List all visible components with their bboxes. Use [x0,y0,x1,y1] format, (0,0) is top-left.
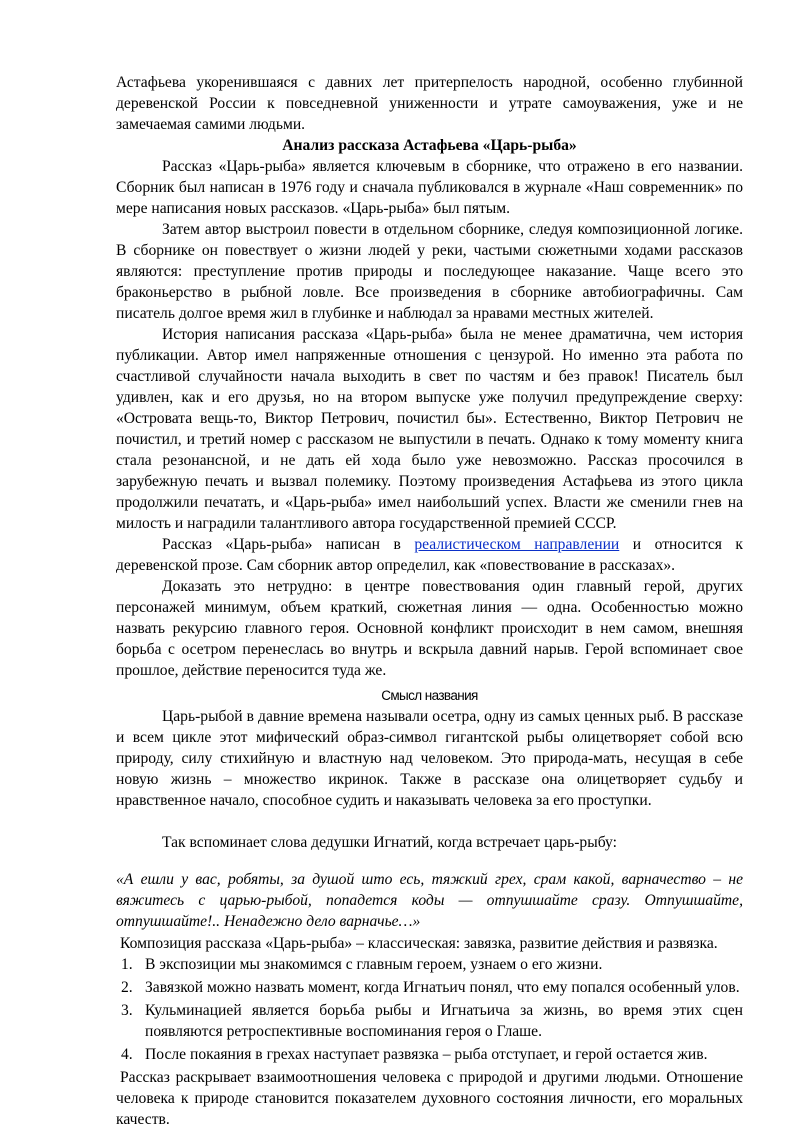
paragraph-grandfather: Так вспоминает слова дедушки Игнатий, когда встречает царь-рыбу: [162,834,617,851]
list-number: 4. [121,1046,133,1063]
paragraph-composition: Композиция рассказа «Царь-рыба» – классическая: завязка, развитие действия и развязка. [120,935,718,952]
genre-text-before: Рассказ «Царь-рыба» написан в [162,536,415,553]
paragraph-genre [116,534,743,576]
paragraph-final: Рассказ раскрывает взаимоотношения человека с природой и другими людьми. Отношение человека к природе становится показателем духовного состояния личности, его моральных качеств. [116,1069,743,1128]
composition-list [116,954,743,1065]
paragraph-proof: Доказать это нетрудно: в центре повествования один главный герой, других персонажей минимум, объем краткий, сюжетная линия — одна. Особенностью можно назвать рекурсию главного героя. Основной конфликт происходит в нем самом, внешняя борьба с осетром перенеслась во внутрь и вскрыла давний нарыв. Герой вспоминает свое прошлое, действие переносится туда же. [116,578,743,679]
list-item [116,977,743,998]
intro-paragraph: Астафьева укоренившаяся с давних лет притерпелость народной, особенно глубинной деревенской России к повседневной униженности и утрате самоуважения, уже и не замечаемая самими людьми. [116,74,743,133]
subheading-title-meaning: Смысл названия [381,688,478,703]
spacer [116,811,743,832]
quote-grandfather: «А ешли у вас, робяты, за душой што есь, тяжкий грех, срам какой, варначество – не вяжитесь с царью-рыбой, попадется коды — отпушшайте сразу. Отпушшайте, отпушшайте!.. Ненадежно дело варначье…» [116,871,743,930]
spacer [116,853,743,869]
genre-text-after: и относится к деревенской прозе. Сам сборник автор определил, как «повествование в рассказах». [116,536,743,574]
paragraph-title-meaning: Царь-рыбой в давние времена называли осетра, одну из самых ценных рыб. В рассказе и всем цикле этот мифический образ-символ гигантской рыбы олицетворяет собой всю природу, силу стихийную и властную над человеком. Это природа-мать, несущая в себе новую жизнь – множество икринок. Также в рассказе она олицетворяет судьбу и нравственное начало, способное судить и наказывать человека за его проступки. [116,708,743,809]
document-page [116,72,743,1130]
paragraph-publication: Рассказ «Царь-рыба» является ключевым в сборнике, что отражено в его названии. Сборник был написан в 1976 году и сначала публиковался в журнале «Наш современник» по мере написания новых рассказов. «Царь-рыба» был пятым. [116,158,743,217]
paragraph-composition-logic: Затем автор выстроил повести в отдельном сборнике, следуя композиционной логике. В сборнике он повествует о жизни людей у реки, частыми сюжетными ходами рассказов являются: преступление против природы и последующее наказание. Чаще всего это браконьерство в рыбной ловле. Все произведения в сборнике автобиографичны. Сам писатель долгое время жил в глубинке и наблюдал за нравами местных жителей. [116,221,743,322]
list-text: Кульминацией является борьба рыбы и Игнатьича за жизнь, во время этих сцен появляются ретроспективные воспоминания героя о Глаше. [145,1002,743,1040]
list-item [116,1044,743,1065]
paragraph-history: История написания рассказа «Царь-рыба» была не менее драматична, чем история публикации. Автор имел напряженные отношения с цензурой. Но именно эта работа по счастливой случайности начала выходить в свет по частям и без правок! Писатель был удивлен, как и его друзья, но на втором выпуске уже получил предупреждение сверху: «Островата вещь-то, Виктор Петрович, почистил бы». Естественно, Виктор Петрович не почистил, и третий номер с рассказом не выпустили в печать. Однако к тому моменту книга стала резонансной, и не дать ей хода было уже невозможно. Рассказ просочился в зарубежную печать и вызвал полемику. Поэтому произведения Астафьева из этого цикла продолжили печатать, и «Царь-рыба» имел наибольший успех. Власти же сменили гнев на милость и наградили талантливого автора государственной премией СССР. [116,326,743,532]
realism-link[interactable]: реалистическом направлении [414,536,620,553]
list-number: 1. [121,956,133,973]
list-number: 3. [121,1002,133,1019]
list-item [116,1000,743,1042]
list-number: 2. [121,979,133,996]
list-text: Завязкой можно назвать момент, когда Игнатьич понял, что ему попался особенный улов. [145,979,740,996]
list-text: После покаяния в грехах наступает развязка – рыба отступает, и герой остается жив. [145,1046,708,1063]
list-item [116,954,743,975]
list-text: В экспозиции мы знакомимся с главным героем, узнаем о его жизни. [145,956,603,973]
section-heading: Анализ рассказа Астафьева «Царь-рыба» [282,137,577,154]
